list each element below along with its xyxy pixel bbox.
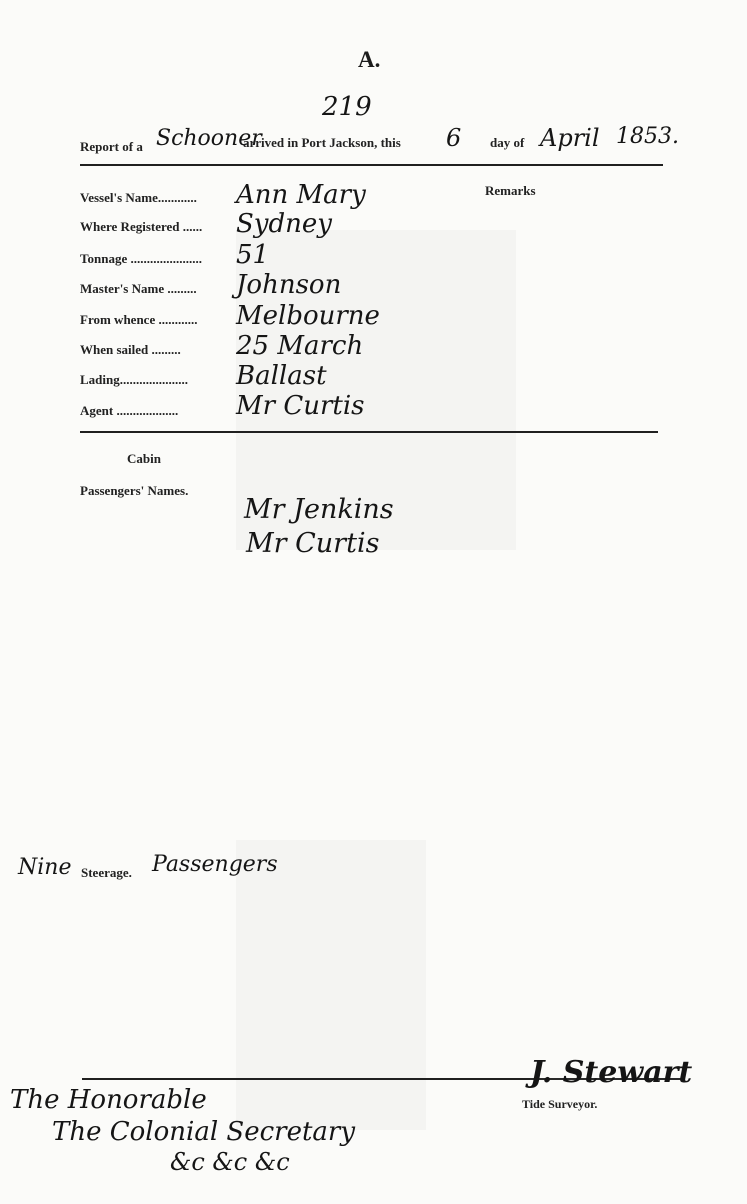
when-sailed-label: When sailed ......... (80, 342, 181, 357)
lading-value: Ballast (236, 361, 327, 391)
remarks-label: Remarks (485, 183, 536, 198)
day-of-text: day of (490, 135, 525, 150)
report-prefix: Report of a (80, 139, 143, 154)
master-name-value: Johnson (236, 270, 342, 300)
address-line: The Colonial Secretary (52, 1117, 356, 1147)
agent-label: Agent ................... (80, 403, 179, 418)
lading-label: Lading..................... (80, 372, 188, 387)
surveyor-signature: J. Stewart (530, 1055, 693, 1090)
arrived-text: arrived in Port Jackson, this (243, 135, 401, 150)
day-value: 6 (446, 124, 462, 152)
month-value: April (540, 124, 600, 152)
paper-shade (236, 840, 426, 1130)
from-whence-value: Melbourne (236, 301, 380, 331)
agent-value: Mr Curtis (236, 391, 365, 421)
passenger-name: Mr Curtis (246, 528, 380, 559)
vessel-name-value: Ann Mary (236, 180, 366, 210)
where-registered-label: Where Registered ...... (80, 219, 203, 234)
steerage-label: Steerage. (81, 865, 132, 880)
passengers-names-label: Passengers' Names. (80, 483, 189, 498)
address-line: The Honorable (10, 1085, 207, 1115)
signature-line (82, 1078, 530, 1080)
year-value: 1853. (616, 124, 679, 149)
report-number: 219 (322, 92, 372, 122)
tonnage-label: Tonnage ...................... (80, 251, 202, 266)
tonnage-value: 51 (236, 240, 270, 270)
vessel-name-label: Vessel's Name............ (80, 190, 197, 205)
master-name-label: Master's Name ......... (80, 281, 197, 296)
passenger-name: Mr Jenkins (244, 494, 394, 525)
steerage-value: Passengers (152, 852, 278, 877)
where-registered-value: Sydney (236, 209, 332, 239)
section-letter: A. (358, 47, 381, 72)
cabin-label: Cabin (127, 451, 161, 466)
details-divider (80, 431, 658, 433)
header-divider (80, 164, 663, 166)
vessel-type: Schooner (156, 126, 262, 151)
when-sailed-value: 25 March (236, 331, 364, 361)
tide-surveyor-label: Tide Surveyor. (522, 1097, 598, 1111)
address-line: &c &c &c (170, 1148, 290, 1176)
from-whence-label: From whence ............ (80, 312, 198, 327)
steerage-count: Nine (18, 855, 72, 880)
